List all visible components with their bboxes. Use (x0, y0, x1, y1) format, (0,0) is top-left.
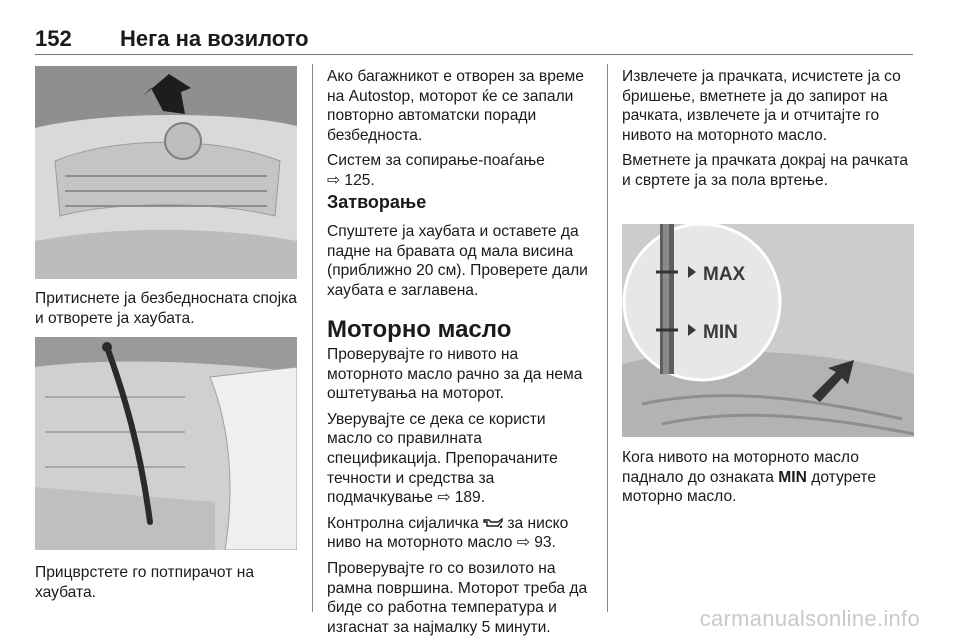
min-mark-text: MIN (778, 468, 807, 486)
hood-release-illustration (35, 66, 297, 279)
watermark: carmanualsonline.info (699, 606, 920, 631)
refill-text-1: Кога нивото на моторното масло паднало до ознаката (622, 449, 859, 486)
column-divider-2 (607, 64, 608, 612)
hood-prop-illustration (35, 337, 297, 550)
paragraph-check-oil: Проверувајте го нивото на моторното масло рачно за да нема оштетувања на моторот. (327, 346, 583, 403)
warning-lamp-text: Контролна сијаличка (327, 514, 479, 532)
paragraph-oil-spec (327, 410, 595, 508)
oil-can-icon (483, 517, 503, 529)
fig1-caption: Притиснете ја безбедносната спојка и отворете ја хаубата. (35, 290, 297, 327)
dipstick-instructions (622, 67, 914, 197)
fig2-caption: Прицврстете го потпирачот на хаубата. (35, 564, 255, 601)
warning-lamp-text-2: за ниско ниво на моторното масло (327, 514, 569, 552)
page-number: 152 (35, 26, 72, 51)
page-ref-125[interactable]: ⇨ 125. (327, 171, 375, 189)
min-mark-label: MIN (703, 322, 738, 343)
page-title: Нега на возилото (120, 26, 309, 51)
column-divider-1 (312, 64, 313, 612)
paragraph-warning-lamp (327, 514, 595, 553)
closing-heading: Затворање (327, 192, 427, 212)
header-rule (35, 54, 913, 55)
engine-oil-text (327, 345, 595, 643)
max-mark-label: MAX (703, 264, 746, 285)
refill-instruction (622, 448, 914, 507)
paragraph-check-level: Проверувајте го со возилото на рамна површина. Моторот треба да биде со работна температура и изгаснат за најмалку 5 минути. (327, 559, 588, 636)
closing-text: Спуштете ја хаубата и оставете да падне на бравата од мала висина (приближно 20 см). Проверете дали хаубата е заглавена. (327, 223, 588, 299)
paragraph-stop-start (327, 151, 595, 190)
refill-text-2: дотурете моторно масло. (622, 468, 877, 506)
oil-spec-text: Уверувајте се дека се користи масло со правилната спецификација. Препорачаните течности и средства за подмачкување (327, 410, 558, 507)
page-ref-189[interactable]: ⇨ 189. (437, 489, 486, 507)
engine-oil-heading: Моторно масло (327, 316, 512, 343)
autostop-paragraph (327, 67, 595, 197)
stop-start-label: Систем за сопирање-поаѓање (327, 152, 545, 170)
page-ref-93[interactable]: ⇨ 93. (516, 534, 556, 552)
dipstick-illustration (622, 224, 914, 437)
paragraph-insert-dipstick: Вметнете ја прачката докрај на рачката и свртете ја за пола вртење. (622, 152, 909, 189)
paragraph-pull-dipstick: Извлечете ја прачката, исчистете ја со бришење, вметнете ја до запирот на рачката, извлечете ја и отчитајте го нивото на моторното масло. (622, 68, 901, 144)
paragraph-autostop: Ако багажникот е отворен за време на Autostop, моторот ќе се запали повторно автоматски поради безбедноста. (327, 68, 584, 144)
